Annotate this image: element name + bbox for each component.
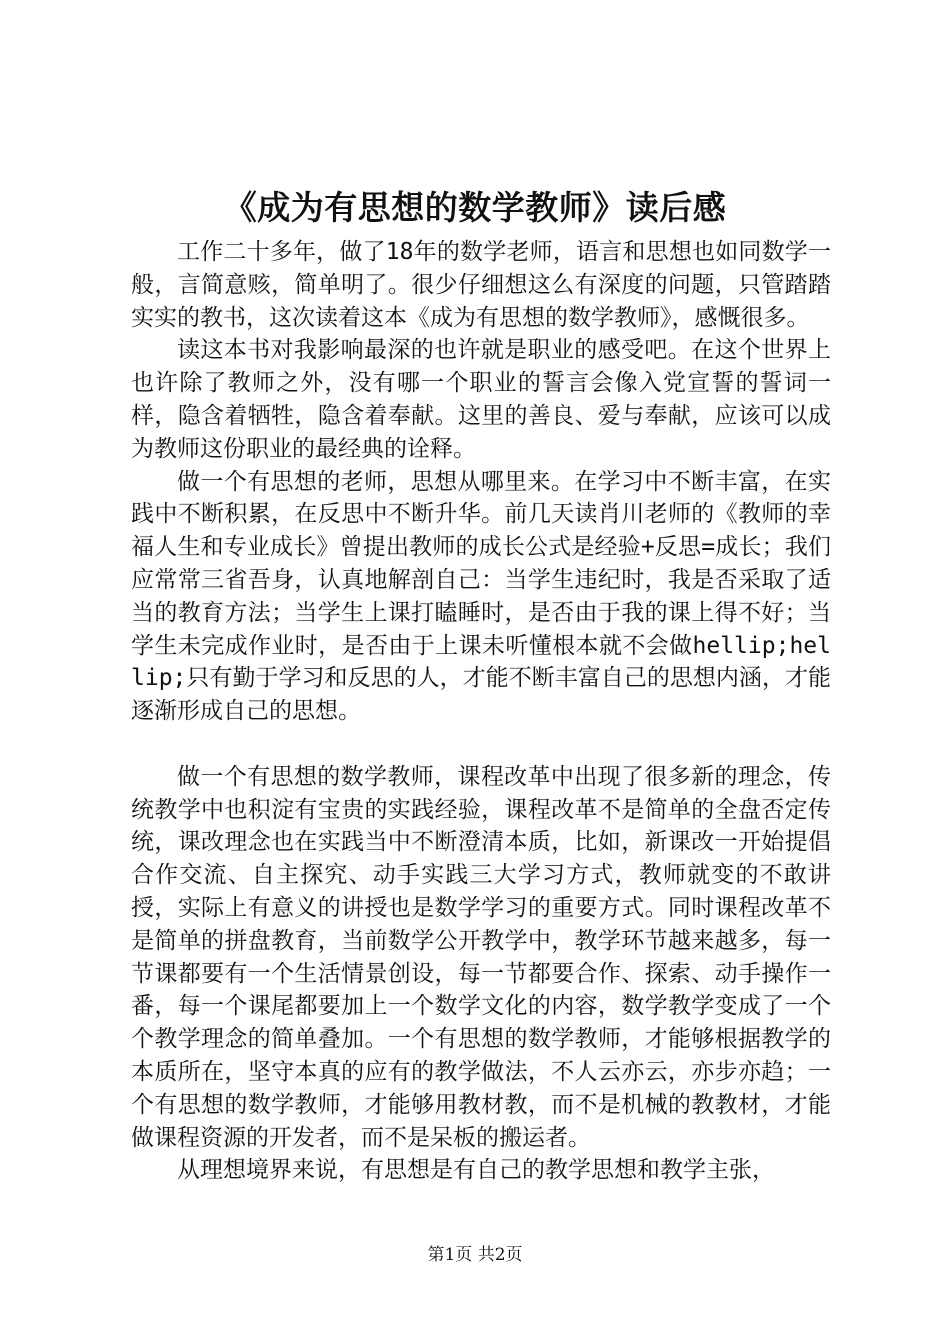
paragraph-4: 做一个有思想的数学教师，课程改革中出现了很多新的理念，传统教学中也积淀有宝贵的实践经验，课程改革不是简单的全盘否定传统，课改理念也在实践当中不断澄清本质，比如，新课改一开始提倡合作交流、自主探究、动手实践三大学习方式，教师就变的不敢讲授，实际上有意义的讲授也是数学学习的重要方式。同时课程改革不是简单的拼盘教育，当前数学公开教学中，教学环节越来越多，每一节课都要有一个生活情景创设，每一节都要合作、探索、动手操作一番，每一个课尾都要加上一个数学文化的内容，数学教学变成了一个个教学理念的简单叠加。一个有思想的数学教师，才能够根据教学的本质所在，坚守本真的应有的教学做法，不人云亦云，亦步亦趋；一个有思想的数学教师，才能够用教材教，而不是机械的教教材，才能做课程资源的开发者，而不是呆板的搬运者。	[131, 763, 831, 1151]
paragraph-1: 工作二十多年，做了18年的数学老师，语言和思想也如同数学一般，言简意赅，简单明了。很少仔细想这么有深度的问题，只管踏踏实实的教书，这次读着这本《成为有思想的数学教师》，感慨很多。	[131, 239, 831, 331]
page-footer: 第1页 共2页	[427, 1245, 523, 1265]
paragraph-5: 从理想境界来说，有思想是有自己的教学思想和教学主张，	[177, 1157, 775, 1184]
document-title: 《成为有思想的数学教师》读后感	[223, 188, 727, 227]
paragraph-3: 做一个有思想的老师，思想从哪里来。在学习中不断丰富，在实践中不断积累，在反思中不断升华。前几天读肖川老师的《教师的幸福人生和专业成长》曾提出教师的成长公式是经验+反思=成长；我们应常常三省吾身，认真地解剖自己：当学生违纪时，我是否采取了适当的教育方法；当学生上课打瞌睡时，是否由于我的课上得不好；当学生未完成作业时，是否由于上课未听懂根本就不会做hellip;hellip;只有勤于学习和反思的人，才能不断丰富自己的思想内涵，才能逐渐形成自己的思想。	[131, 468, 831, 725]
paragraph-2: 读这本书对我影响最深的也许就是职业的感受吧。在这个世界上也许除了教师之外，没有哪一个职业的誓言会像入党宣誓的誓词一样，隐含着牺牲，隐含着奉献。这里的善良、爱与奉献，应该可以成为教师这份职业的最经典的诠释。	[131, 337, 831, 462]
document-body	[131, 236, 831, 1187]
